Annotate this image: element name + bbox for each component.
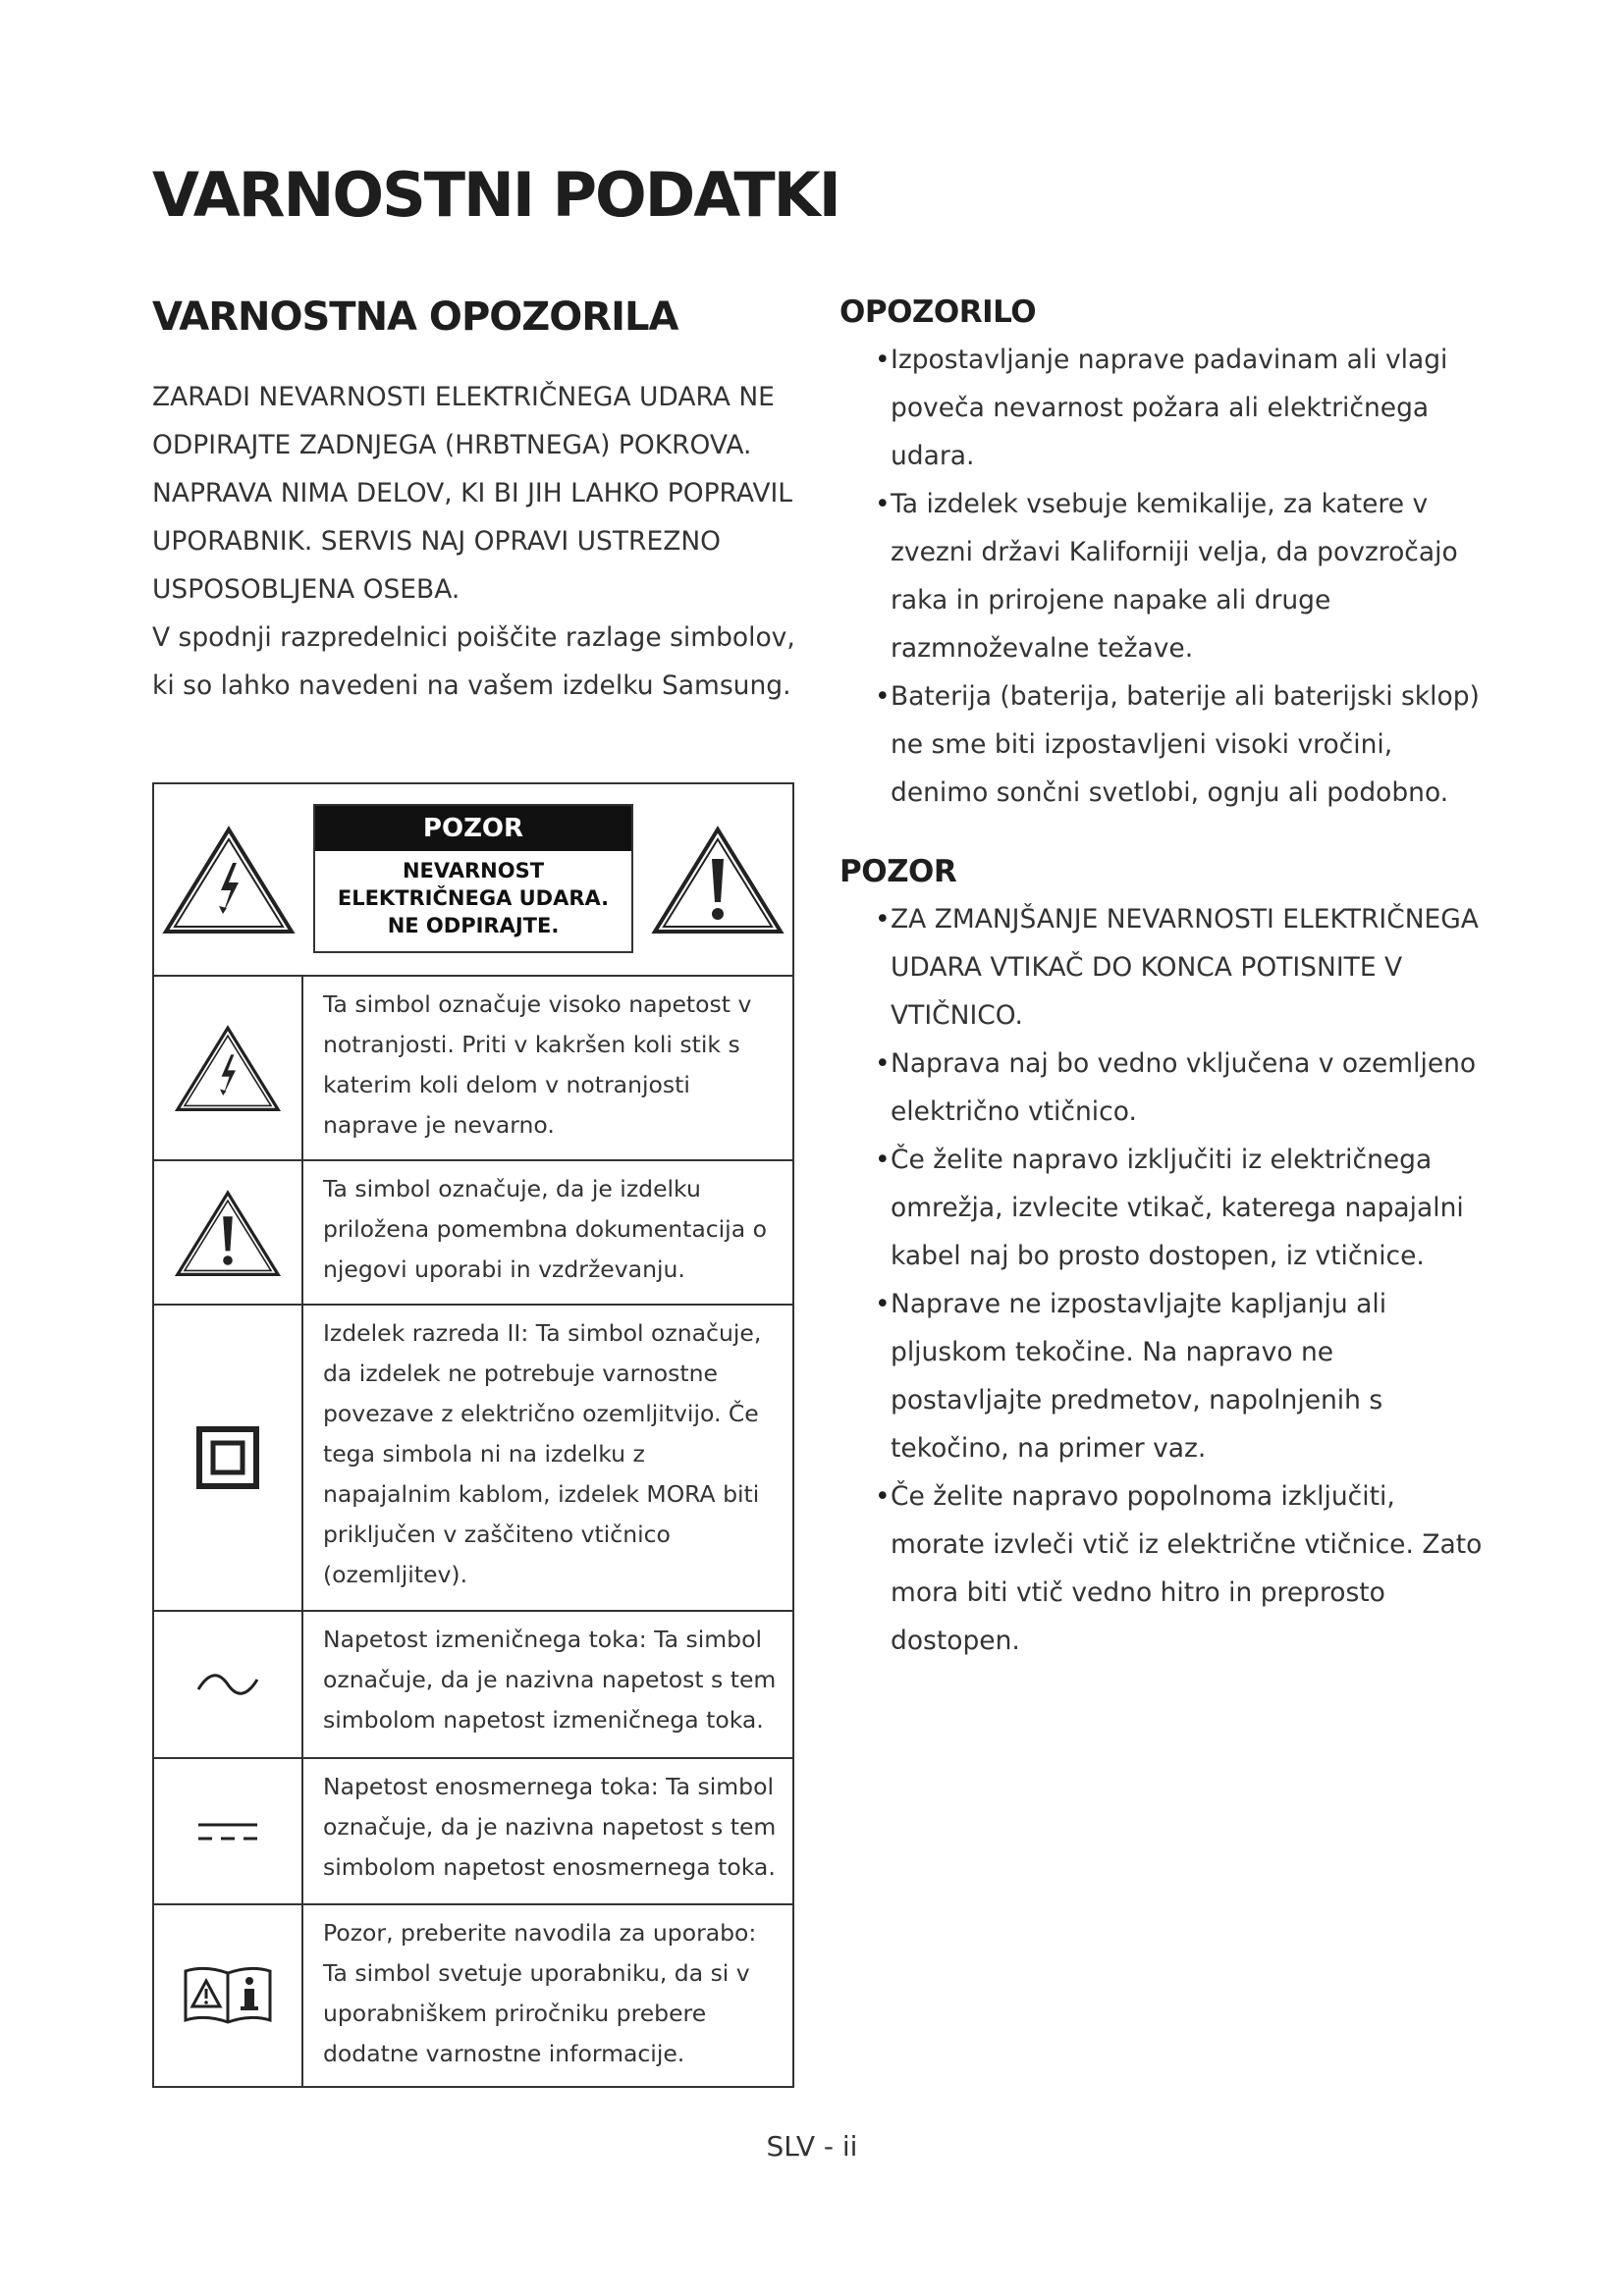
left-column — [152, 294, 800, 710]
symbol-description: Napetost izmeničnega toka: Ta simbol označuje, da je nazivna napetost s tem simbolom napetost izmeničnega toka. — [323, 1626, 777, 1734]
list-item: • Baterija (baterija, baterije ali baterijski sklop) ne sme biti izpostavljeni visoki vročini, denimo sončni svetlobi, ognju ali podobno. — [839, 672, 1488, 817]
lightning-triangle-icon — [173, 1021, 283, 1115]
symbol-row — [154, 1612, 792, 1759]
symbol-description: Napetost enosmernega toka: Ta simbol označuje, da je nazivna napetost s tem simbolom napetost enosmernega toka. — [323, 1773, 777, 1881]
symbol-row — [154, 1905, 792, 2086]
caution-heading: POZOR — [839, 854, 957, 889]
right-column — [839, 294, 1488, 1665]
symbol-row — [154, 1306, 792, 1612]
ac-wave-icon — [195, 1670, 260, 1699]
symbol-row — [154, 977, 792, 1161]
list-item: • ZA ZMANJŠANJE NEVARNOSTI ELEKTRIČNEGA UDARA VTIKAČ DO KONCA POTISNITE V VTIČNICO. — [839, 895, 1488, 1040]
list-item: • Ta izdelek vsebuje kemikalije, za katere v zvezni državi Kaliforniji velja, da povzročajo raka in prirojene napake ali druge razmnoževalne težave. — [839, 480, 1488, 672]
list-item: • Izpostavljanje naprave padavinam ali vlagi poveča nevarnost požara ali električnega udara. — [839, 336, 1488, 480]
intro-paragraph: NAPRAVA NIMA DELOV, KI BI JIH LAHKO POPRAVIL UPORABNIK. SERVIS NAJ OPRAVI USTREZNO USPOSOBLJENA OSEBA. — [152, 478, 793, 605]
symbol-icon-cell — [154, 1612, 303, 1757]
symbol-icon-cell — [154, 977, 303, 1159]
symbol-icon-cell — [154, 1306, 303, 1610]
page-number: SLV - ii — [766, 2130, 858, 2163]
caution-label-line: NE ODPIRAJTE. — [387, 914, 560, 937]
symbol-icon-cell — [154, 1161, 303, 1304]
warning-list — [839, 336, 1488, 817]
list-item: • Naprave ne izpostavljajte kapljanju ali pljuskom tekočine. Na napravo ne postavljajte predmetov, napolnjenih s tekočino, na primer vaz. — [839, 1280, 1488, 1472]
caution-label — [313, 804, 633, 953]
caution-label-line: ELEKTRIČNEGA UDARA. — [337, 886, 610, 910]
symbol-description: Pozor, preberite navodila za uporabo: Ta simbol svetuje uporabniku, da si v uporabniškem priročniku prebere dodatne varnostne informacije. — [323, 1919, 757, 2067]
page-title: VARNOSTNI PODATKI — [152, 159, 839, 231]
caution-label-title: POZOR — [315, 806, 631, 851]
intro-text — [152, 373, 800, 710]
symbol-description: Ta simbol označuje visoko napetost v notranjosti. Priti v kakršen koli stik s katerim koli delom v notranjosti naprave je nevarno. — [323, 990, 752, 1139]
lightning-triangle-icon — [160, 822, 298, 937]
symbol-description: Ta simbol označuje, da je izdelku priložena pomembna dokumentacija o njegovi uporabi in vzdrževanju. — [323, 1175, 767, 1283]
symbol-table — [152, 782, 794, 2088]
symbol-icon-cell — [154, 1759, 303, 1903]
caution-label-line: NEVARNOST — [402, 859, 545, 882]
list-item: • Če želite napravo izključiti iz električnega omrežja, izvlecite vtikač, katerega napajalni kabel naj bo prosto dostopen, iz vtičnice. — [839, 1136, 1488, 1280]
section-heading-safety-warnings: VARNOSTNA OPOZORILA — [152, 294, 678, 340]
list-item: • Če želite napravo popolnoma izključiti, morate izvleči vtič iz električne vtičnice. Zato mora biti vtič vedno hitro in preprosto dostopen. — [839, 1472, 1488, 1665]
double-square-icon — [196, 1426, 259, 1489]
exclamation-triangle-icon — [173, 1186, 283, 1280]
warning-heading: OPOZORILO — [839, 294, 1037, 330]
read-manual-icon — [182, 1963, 274, 2028]
dc-voltage-icon — [196, 1819, 259, 1844]
symbol-icon-cell — [154, 1905, 303, 2086]
intro-paragraph: V spodnji razpredelnici poiščite razlage simbolov, ki so lahko navedeni na vašem izdelku Samsung. — [152, 622, 795, 701]
caution-label-row — [154, 784, 792, 977]
symbol-description: Izdelek razreda II: Ta simbol označuje, da izdelek ne potrebuje varnostne povezave z električno ozemljitvijo. Če tega simbola ni na izdelku z napajalnim kablom, izdelek MORA biti priključen v zaščiteno vtičnico (ozemljitev). — [323, 1319, 762, 1588]
exclamation-triangle-icon — [649, 822, 786, 937]
symbol-row — [154, 1759, 792, 1905]
caution-label-body — [315, 851, 631, 939]
intro-paragraph: ZARADI NEVARNOSTI ELEKTRIČNEGA UDARA NE ODPIRAJTE ZADNJEGA (HRBTNEGA) POKROVA. — [152, 382, 775, 460]
caution-list — [839, 895, 1488, 1665]
list-item: • Naprava naj bo vedno vključena v ozemljeno električno vtičnico. — [839, 1040, 1488, 1136]
symbol-row — [154, 1161, 792, 1306]
